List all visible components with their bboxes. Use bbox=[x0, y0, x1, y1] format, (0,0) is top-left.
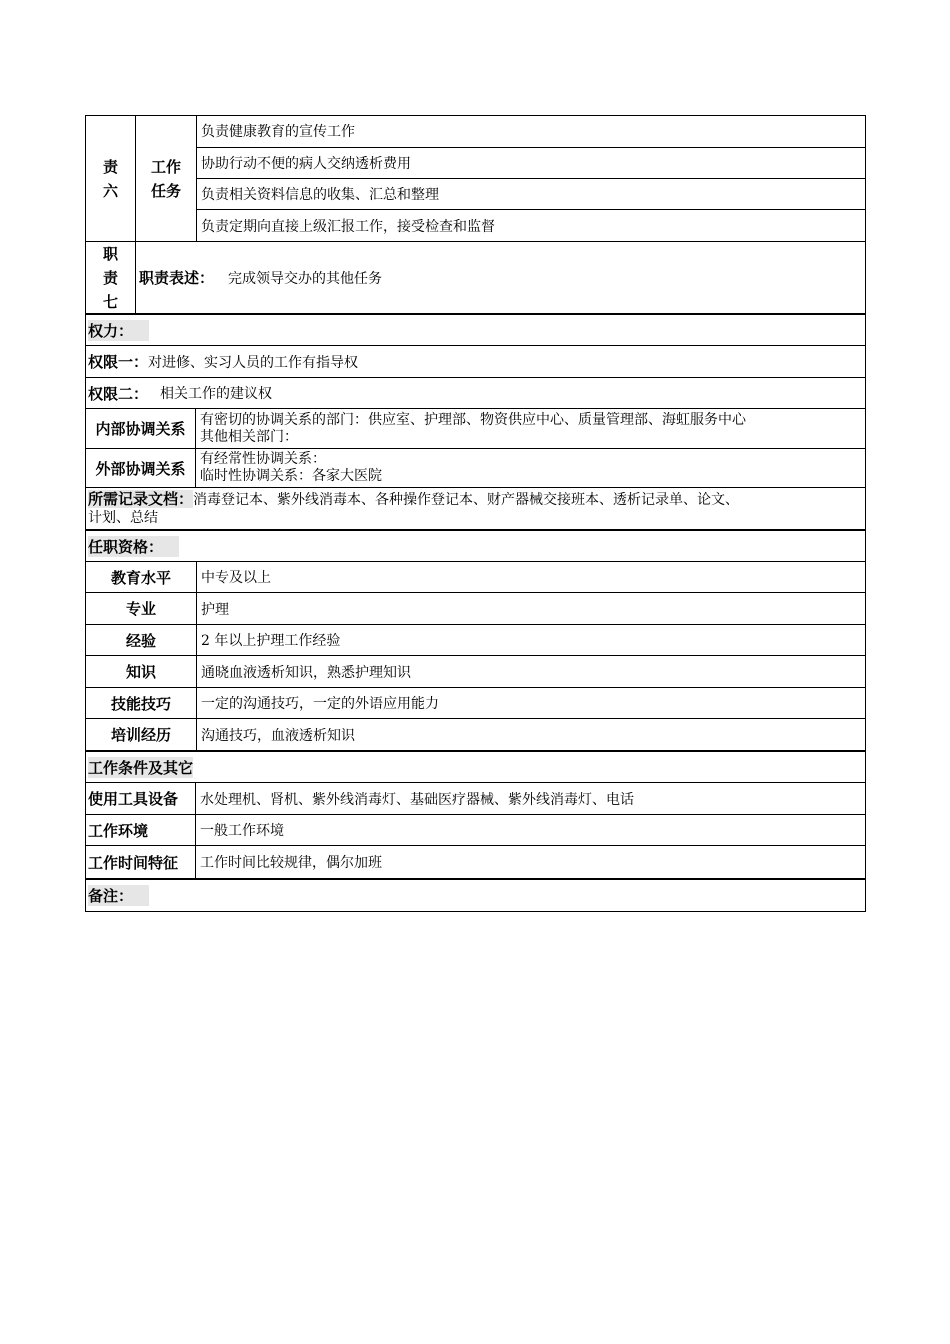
qualifications-block bbox=[85, 530, 866, 751]
duty6-task-list bbox=[197, 116, 865, 241]
duty6-task-row bbox=[197, 210, 865, 241]
qualification-value: 护理 bbox=[201, 601, 229, 618]
job-description-document bbox=[85, 115, 866, 912]
authority-item2-label: 权限二： bbox=[88, 384, 149, 403]
records-line1 bbox=[88, 490, 865, 509]
external-relations-line2: 临时性协调关系：各家大医院 bbox=[200, 468, 382, 484]
duty6-task-row bbox=[197, 116, 865, 148]
external-relations-label: 外部协调关系 bbox=[86, 449, 196, 487]
qualifications-header-text: 任职资格： bbox=[88, 536, 179, 557]
duty7-block bbox=[85, 242, 866, 315]
duty6-block bbox=[85, 115, 866, 242]
conditions-header bbox=[86, 752, 865, 783]
qualification-row bbox=[86, 688, 865, 719]
external-relations-value bbox=[196, 449, 865, 487]
duty6-task-row bbox=[197, 148, 865, 179]
authority-block bbox=[85, 315, 866, 530]
internal-relations-row bbox=[86, 409, 865, 449]
conditions-block bbox=[85, 751, 866, 879]
external-relations-line1: 有经常性协调关系： bbox=[200, 451, 326, 467]
duty7-description bbox=[136, 242, 865, 313]
condition-label: 工作环境 bbox=[86, 815, 196, 845]
qualification-label: 经验 bbox=[86, 625, 197, 655]
qualification-row bbox=[86, 562, 865, 593]
qualification-value: 通晓血液透析知识，熟悉护理知识 bbox=[201, 664, 411, 681]
qualification-row bbox=[86, 625, 865, 656]
duty7-desc-label: 职责表述： bbox=[139, 269, 215, 287]
qualification-label: 培训经历 bbox=[86, 719, 197, 750]
condition-row bbox=[86, 815, 865, 846]
qualification-value: 一定的沟通技巧，一定的外语应用能力 bbox=[201, 696, 439, 712]
authority-item1-label: 权限一： bbox=[88, 353, 149, 371]
duty6-sub-label-text: 工作任务 bbox=[150, 157, 181, 200]
duty7-title-text: 职责七 bbox=[102, 244, 118, 311]
duty6-title-text: 责六 bbox=[102, 157, 118, 200]
qualification-value: 2 年以上护理工作经验 bbox=[201, 633, 341, 649]
records-text-line2: 计划、总结 bbox=[88, 510, 158, 526]
condition-value: 工作时间比较规律，偶尔加班 bbox=[200, 855, 382, 871]
notes-header-text: 备注： bbox=[88, 885, 149, 906]
duty6-title bbox=[86, 116, 136, 241]
internal-relations-line2: 其他相关部门： bbox=[200, 428, 298, 445]
authority-header bbox=[86, 315, 865, 346]
qualification-row bbox=[86, 593, 865, 625]
qualification-row bbox=[86, 719, 865, 750]
internal-relations-label: 内部协调关系 bbox=[86, 409, 196, 448]
authority-header-text: 权力： bbox=[88, 320, 149, 341]
duty6-task: 协助行动不便的病人交纳透析费用 bbox=[201, 155, 411, 172]
duty7-desc-text: 完成领导交办的其他任务 bbox=[228, 270, 383, 287]
duty7-title bbox=[86, 242, 136, 313]
duty6-task: 负责定期向直接上级汇报工作，接受检查和监督 bbox=[201, 218, 495, 235]
duty6-sub-label bbox=[136, 116, 197, 241]
external-relations-row bbox=[86, 449, 865, 488]
conditions-header-text: 工作条件及其它 bbox=[88, 758, 194, 777]
records-row bbox=[86, 488, 865, 529]
qualifications-header bbox=[86, 531, 865, 562]
condition-value: 一般工作环境 bbox=[200, 823, 284, 839]
qualification-label: 专业 bbox=[86, 593, 197, 624]
condition-row bbox=[86, 783, 865, 815]
qualification-label: 教育水平 bbox=[86, 562, 197, 592]
qualification-row bbox=[86, 656, 865, 688]
authority-item-1 bbox=[86, 346, 865, 378]
authority-item-2 bbox=[86, 378, 865, 409]
condition-row bbox=[86, 846, 865, 878]
notes-header bbox=[86, 880, 865, 911]
records-label: 所需记录文档： bbox=[88, 490, 194, 508]
duty6-task-row bbox=[197, 179, 865, 211]
qualification-label: 技能技巧 bbox=[86, 688, 197, 718]
condition-label: 工作时间特征 bbox=[86, 846, 196, 878]
notes-block bbox=[85, 879, 866, 912]
authority-item2-text: 相关工作的建议权 bbox=[160, 386, 273, 402]
qualification-value: 沟通技巧，血液透析知识 bbox=[201, 727, 355, 744]
duty6-task: 负责相关资料信息的收集、汇总和整理 bbox=[201, 186, 439, 203]
qualification-value: 中专及以上 bbox=[201, 570, 271, 586]
duty6-task: 负责健康教育的宣传工作 bbox=[201, 124, 355, 141]
authority-item1-text: 对进修、实习人员的工作有指导权 bbox=[148, 354, 359, 371]
qualification-label: 知识 bbox=[86, 656, 197, 687]
internal-relations-value bbox=[196, 409, 865, 448]
internal-relations-line1: 有密切的协调关系的部门：供应室、护理部、物资供应中心、质量管理部、海虹服务中心 bbox=[200, 411, 746, 428]
records-text-line1: 消毒登记本、紫外线消毒本、各种操作登记本、财产器械交接班本、透析记录单、论文、 bbox=[193, 492, 740, 508]
condition-label: 使用工具设备 bbox=[86, 783, 196, 814]
condition-value: 水处理机、肾机、紫外线消毒灯、基础医疗器械、紫外线消毒灯、电话 bbox=[200, 791, 634, 808]
